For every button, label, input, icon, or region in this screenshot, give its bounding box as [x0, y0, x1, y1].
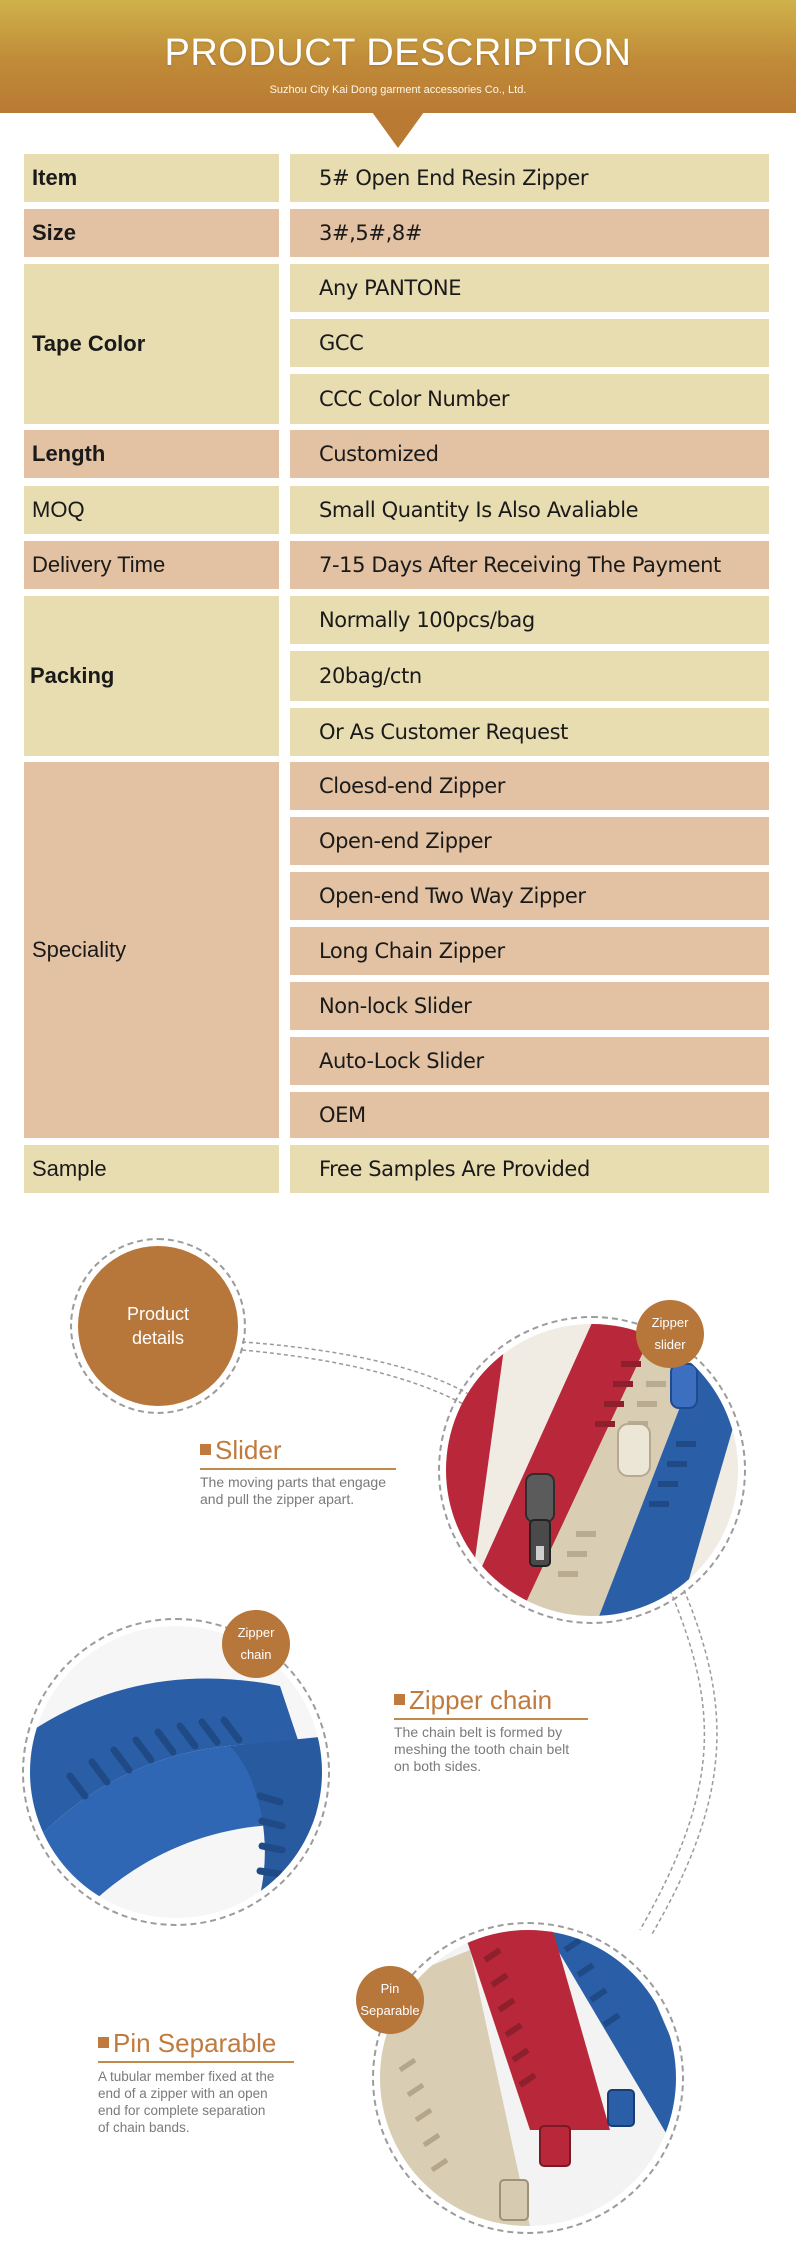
item-value: 5# Open End Resin Zipper: [290, 154, 769, 202]
chain-desc-line: meshing the tooth chain belt: [394, 1741, 570, 1757]
zipper-slider-photo-icon: [446, 1324, 738, 1616]
product-details-line1: Product: [126, 1304, 190, 1324]
square-bullet-icon: [200, 1444, 211, 1455]
zipper-chain-title: Zipper chain: [409, 1685, 553, 1715]
moq-label: MOQ: [24, 486, 279, 534]
item-label: Item: [24, 154, 279, 202]
tape-color-value: GCC: [290, 319, 769, 367]
pin-separable-badge: [356, 1966, 424, 2034]
slider-title: Slider: [215, 1435, 282, 1465]
page-title: PRODUCT DESCRIPTION: [164, 32, 632, 74]
zipper-chain-heading: [394, 1685, 552, 1716]
zipper-slider-badge: [636, 1300, 704, 1368]
zipper-chain-badge: [222, 1610, 290, 1678]
pin-separable-title: Pin Separable: [113, 2028, 277, 2058]
length-label: Length: [24, 430, 279, 478]
delivery-time-label: Delivery Time: [24, 541, 279, 589]
speciality-value: Cloesd-end Zipper: [290, 762, 769, 810]
slider-desc-line: and pull the zipper apart.: [200, 1491, 355, 1507]
zipper-slider-badge-line1: Zipper: [651, 1315, 689, 1330]
speciality-value: Non-lock Slider: [290, 982, 769, 1030]
packing-value: Normally 100pcs/bag: [290, 596, 769, 644]
pin-badge-line2: Separable: [360, 2003, 420, 2018]
tape-color-label: Tape Color: [24, 264, 279, 424]
chain-desc-line: The chain belt is formed by: [394, 1724, 563, 1740]
moq-value: Small Quantity Is Also Avaliable: [290, 486, 769, 534]
pin-separable-heading: [98, 2028, 276, 2059]
tape-color-value: Any PANTONE: [290, 264, 769, 312]
pin-separable-photo-icon: [380, 1930, 676, 2226]
zipper-chain-description: [394, 1724, 569, 1775]
pin-desc-line: of chain bands.: [98, 2120, 190, 2135]
sample-value: Free Samples Are Provided: [290, 1145, 769, 1193]
chain-desc-line: on both sides.: [394, 1758, 482, 1774]
length-value: Customized: [290, 430, 769, 478]
header-arrow-icon: [372, 112, 424, 148]
speciality-value: OEM: [290, 1092, 769, 1138]
pin-desc-line: end of a zipper with an open: [98, 2086, 268, 2101]
delivery-time-value: 7-15 Days After Receiving The Payment: [290, 541, 769, 589]
product-details-line2: details: [131, 1328, 185, 1348]
packing-label: Packing: [24, 596, 279, 756]
speciality-value: Open-end Zipper: [290, 817, 769, 865]
pin-separable-description: [98, 2068, 274, 2136]
pin-badge-line1: Pin: [380, 1981, 400, 1996]
speciality-value: Auto-Lock Slider: [290, 1037, 769, 1085]
packing-value: Or As Customer Request: [290, 708, 769, 756]
product-details-badge: [78, 1246, 238, 1406]
zipper-chain-underline: [394, 1718, 588, 1720]
speciality-label: Speciality: [24, 762, 279, 1138]
slider-description: [200, 1474, 386, 1508]
size-label: Size: [24, 209, 279, 257]
slider-underline: [200, 1468, 396, 1470]
sample-label: Sample: [24, 1145, 279, 1193]
tape-color-value: CCC Color Number: [290, 374, 769, 424]
zipper-chain-badge-line1: Zipper: [237, 1625, 275, 1640]
header-banner: [0, 0, 796, 113]
slider-desc-line: The moving parts that engage: [200, 1474, 387, 1490]
zipper-chain-badge-line2: chain: [240, 1647, 272, 1662]
square-bullet-icon: [98, 2037, 109, 2048]
zipper-chain-photo-icon: [30, 1626, 322, 1918]
zipper-slider-badge-line2: slider: [654, 1337, 686, 1352]
square-bullet-icon: [394, 1694, 405, 1705]
speciality-value: Long Chain Zipper: [290, 927, 769, 975]
speciality-value: Open-end Two Way Zipper: [290, 872, 769, 920]
size-value: 3#,5#,8#: [290, 209, 769, 257]
packing-value: 20bag/ctn: [290, 651, 769, 701]
pin-desc-line: end for complete separation: [98, 2103, 266, 2118]
pin-separable-underline: [98, 2061, 294, 2063]
slider-heading: [200, 1435, 281, 1466]
pin-desc-line: A tubular member fixed at the: [98, 2069, 275, 2084]
company-name: Suzhou City Kai Dong garment accessories Co., Ltd.: [269, 84, 527, 96]
